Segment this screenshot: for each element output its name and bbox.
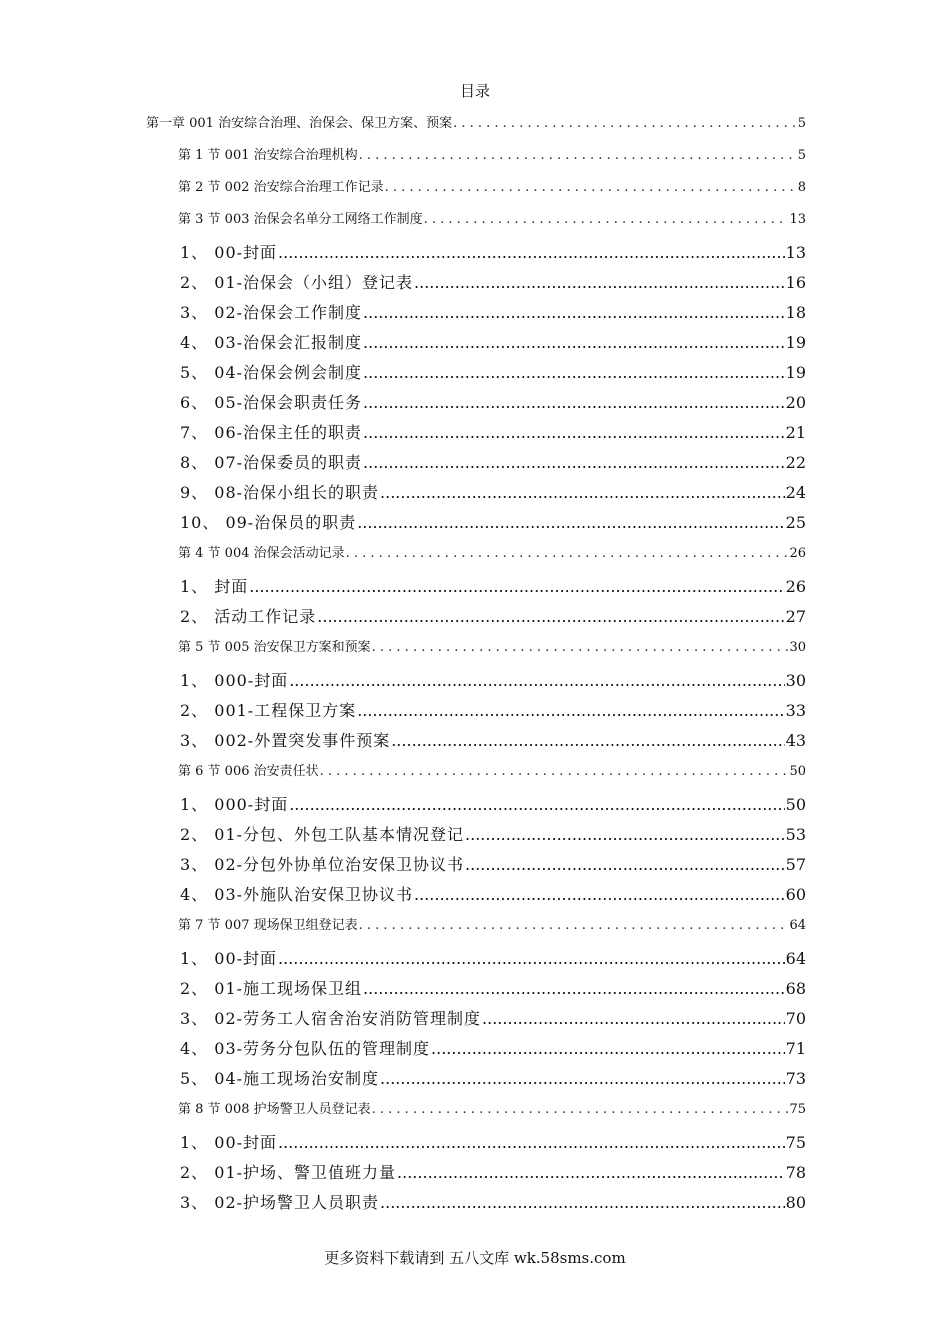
toc-entry-page: 26 xyxy=(785,577,806,596)
toc-entry[interactable] xyxy=(178,542,806,561)
toc-entry[interactable] xyxy=(180,240,806,263)
toc-entry-title: 第 3 节 003 治保会名单分工网络工作制度 xyxy=(178,212,423,227)
toc-entry[interactable] xyxy=(180,510,806,533)
dot-leader xyxy=(346,546,789,561)
toc-entry-title: 5、 04-治保会例会制度 xyxy=(180,363,363,382)
toc-entry-page: 75 xyxy=(789,1102,806,1117)
toc-entry[interactable] xyxy=(180,946,806,969)
toc-entry[interactable] xyxy=(180,360,806,383)
toc-entry-page: 19 xyxy=(785,333,806,352)
toc-entry-title: 2、 01-分包、外包工队基本情况登记 xyxy=(180,825,465,844)
toc-entry-page: 53 xyxy=(785,825,806,844)
toc-entry[interactable] xyxy=(146,112,806,131)
dot-leader xyxy=(363,333,785,352)
toc-entry[interactable] xyxy=(180,480,806,503)
dot-leader xyxy=(380,483,785,502)
toc-entry[interactable] xyxy=(180,668,806,691)
toc-entry[interactable] xyxy=(180,270,806,293)
dot-leader xyxy=(357,701,784,720)
dot-leader xyxy=(278,243,785,262)
toc-entry-page: 70 xyxy=(785,1009,806,1028)
dot-leader xyxy=(289,671,784,690)
toc-entry-title: 第 8 节 008 护场警卫人员登记表 xyxy=(178,1102,371,1117)
toc-entry-page: 50 xyxy=(785,795,806,814)
dot-leader xyxy=(357,513,784,532)
dot-leader xyxy=(372,640,789,655)
toc-entry-title: 第 1 节 001 治安综合治理机构 xyxy=(178,148,358,163)
toc-entry[interactable] xyxy=(180,390,806,413)
toc-entry-page: 33 xyxy=(785,701,806,720)
toc-entry-page: 19 xyxy=(785,363,806,382)
footer-text: 更多资料下载请到 五八文库 wk.58sms.com xyxy=(324,1249,626,1267)
toc-entry[interactable] xyxy=(180,1036,806,1059)
toc-entry[interactable] xyxy=(180,822,806,845)
dot-leader xyxy=(278,1133,785,1152)
toc-entry-page: 21 xyxy=(785,423,806,442)
toc-entry-title: 第 7 节 007 现场保卫组登记表 xyxy=(178,918,358,933)
toc-entry[interactable] xyxy=(178,176,806,195)
toc-entry-title: 2、 01-护场、警卫值班力量 xyxy=(180,1163,397,1182)
toc-entry-title: 4、 03-劳务分包队伍的管理制度 xyxy=(180,1039,431,1058)
dot-leader xyxy=(380,1193,785,1212)
toc-entry-page: 73 xyxy=(785,1069,806,1088)
toc-entry-page: 50 xyxy=(789,764,806,779)
toc-entry-title: 1、 00-封面 xyxy=(180,243,278,262)
dot-leader xyxy=(249,577,784,596)
toc-entry-page: 30 xyxy=(785,671,806,690)
toc-entry-title: 3、 02-治保会工作制度 xyxy=(180,303,363,322)
toc-entry[interactable] xyxy=(178,760,806,779)
toc-entry[interactable] xyxy=(178,144,806,163)
toc-entry-title: 8、 07-治保委员的职责 xyxy=(180,453,363,472)
toc-entry-page: 30 xyxy=(789,640,806,655)
dot-leader xyxy=(465,855,785,874)
dot-leader xyxy=(431,1039,785,1058)
toc-entry-page: 25 xyxy=(785,513,806,532)
dot-leader xyxy=(363,393,785,412)
toc-entry-page: 75 xyxy=(785,1133,806,1152)
toc-entry-title: 第一章 001 治安综合治理、治保会、保卫方案、预案 xyxy=(146,116,453,131)
toc-entry[interactable] xyxy=(180,728,806,751)
toc-entry-title: 10、 09-治保员的职责 xyxy=(180,513,357,532)
toc-entry-page: 57 xyxy=(785,855,806,874)
toc-entry-title: 4、 03-外施队治安保卫协议书 xyxy=(180,885,414,904)
toc-entry-page: 60 xyxy=(785,885,806,904)
toc-entry[interactable] xyxy=(180,882,806,905)
toc-title: 目录 xyxy=(459,82,490,100)
toc-entry-page: 8 xyxy=(797,180,806,195)
toc-entry-page: 22 xyxy=(785,453,806,472)
toc-entry-title: 1、 00-封面 xyxy=(180,1133,278,1152)
dot-leader xyxy=(320,764,789,779)
toc-entry-title: 3、 02-劳务工人宿舍治安消防管理制度 xyxy=(180,1009,482,1028)
toc-entry-page: 68 xyxy=(785,979,806,998)
toc-entry[interactable] xyxy=(180,1066,806,1089)
toc-entry[interactable] xyxy=(180,330,806,353)
toc-entry-title: 3、 02-分包外协单位治安保卫协议书 xyxy=(180,855,465,874)
toc-entry-title: 1、 000-封面 xyxy=(180,795,289,814)
toc-entry-title: 2、 01-治保会（小组）登记表 xyxy=(180,273,414,292)
toc-entry-page: 27 xyxy=(785,607,806,626)
dot-leader xyxy=(289,795,784,814)
dot-leader xyxy=(359,918,789,933)
toc-entry-title: 1、 封面 xyxy=(180,577,249,596)
dot-leader xyxy=(363,363,785,382)
toc-entry-title: 3、 02-护场警卫人员职责 xyxy=(180,1193,380,1212)
toc-entry-title: 6、 05-治保会职责任务 xyxy=(180,393,363,412)
toc-entry-title: 1、 000-封面 xyxy=(180,671,289,690)
toc-entry-title: 3、 002-外置突发事件预案 xyxy=(180,731,391,750)
toc-entry[interactable] xyxy=(180,300,806,323)
toc-entry-title: 2、 001-工程保卫方案 xyxy=(180,701,357,720)
dot-leader xyxy=(391,731,784,750)
toc-entry-page: 24 xyxy=(785,483,806,502)
toc-entry[interactable] xyxy=(180,420,806,443)
toc-entry[interactable] xyxy=(180,450,806,473)
dot-leader xyxy=(465,825,785,844)
toc-entry-page: 16 xyxy=(785,273,806,292)
dot-leader xyxy=(453,116,797,131)
toc-entry[interactable] xyxy=(180,976,806,999)
toc-entry-page: 80 xyxy=(785,1193,806,1212)
toc-entry-page: 26 xyxy=(789,546,806,561)
toc-entry-page: 43 xyxy=(785,731,806,750)
toc-entry-title: 4、 03-治保会汇报制度 xyxy=(180,333,363,352)
dot-leader xyxy=(380,1069,785,1088)
toc-entry-title: 9、 08-治保小组长的职责 xyxy=(180,483,380,502)
toc-entry-page: 78 xyxy=(785,1163,806,1182)
dot-leader xyxy=(385,180,797,195)
toc-entry-page: 13 xyxy=(785,243,806,262)
toc-entry-page: 13 xyxy=(789,212,806,227)
toc-entry-title: 1、 00-封面 xyxy=(180,949,278,968)
toc-entry-title: 第 4 节 004 治保会活动记录 xyxy=(178,546,345,561)
toc-entry[interactable] xyxy=(180,1160,806,1183)
dot-leader xyxy=(372,1102,789,1117)
dot-leader xyxy=(363,303,785,322)
toc-entry-page: 5 xyxy=(797,116,806,131)
dot-leader xyxy=(363,979,785,998)
toc-entry-page: 5 xyxy=(797,148,806,163)
dot-leader xyxy=(363,423,785,442)
toc-entry[interactable] xyxy=(180,792,806,815)
toc-entry[interactable] xyxy=(180,1130,806,1153)
toc-entry-page: 71 xyxy=(785,1039,806,1058)
toc-entry-title: 第 5 节 005 治安保卫方案和预案 xyxy=(178,640,371,655)
toc-entry-title: 第 6 节 006 治安责任状 xyxy=(178,764,319,779)
toc-entry-title: 2、 01-施工现场保卫组 xyxy=(180,979,363,998)
toc-entry-page: 18 xyxy=(785,303,806,322)
toc-entry[interactable] xyxy=(180,698,806,721)
toc-entry[interactable] xyxy=(178,1098,806,1117)
dot-leader xyxy=(278,949,785,968)
toc-entry[interactable] xyxy=(178,208,806,227)
dot-leader xyxy=(482,1009,785,1028)
toc-entry[interactable] xyxy=(180,604,806,627)
toc-entry-page: 20 xyxy=(785,393,806,412)
toc-entry[interactable] xyxy=(178,636,806,655)
toc-entry-page: 64 xyxy=(789,918,806,933)
dot-leader xyxy=(397,1163,785,1182)
dot-leader xyxy=(414,273,785,292)
toc-entry[interactable] xyxy=(180,1190,806,1213)
dot-leader xyxy=(359,148,797,163)
toc-entry[interactable] xyxy=(180,1006,806,1029)
dot-leader xyxy=(424,212,789,227)
toc-entry-title: 5、 04-施工现场治安制度 xyxy=(180,1069,380,1088)
toc-entry[interactable] xyxy=(178,914,806,933)
dot-leader xyxy=(363,453,785,472)
dot-leader xyxy=(414,885,785,904)
toc-entry-page: 64 xyxy=(785,949,806,968)
toc-entry-title: 7、 06-治保主任的职责 xyxy=(180,423,363,442)
dot-leader xyxy=(317,607,784,626)
toc-entry-title: 第 2 节 002 治安综合治理工作记录 xyxy=(178,180,384,195)
toc-entry[interactable] xyxy=(180,852,806,875)
toc-entry-title: 2、 活动工作记录 xyxy=(180,607,317,626)
toc-entry[interactable] xyxy=(180,574,806,597)
